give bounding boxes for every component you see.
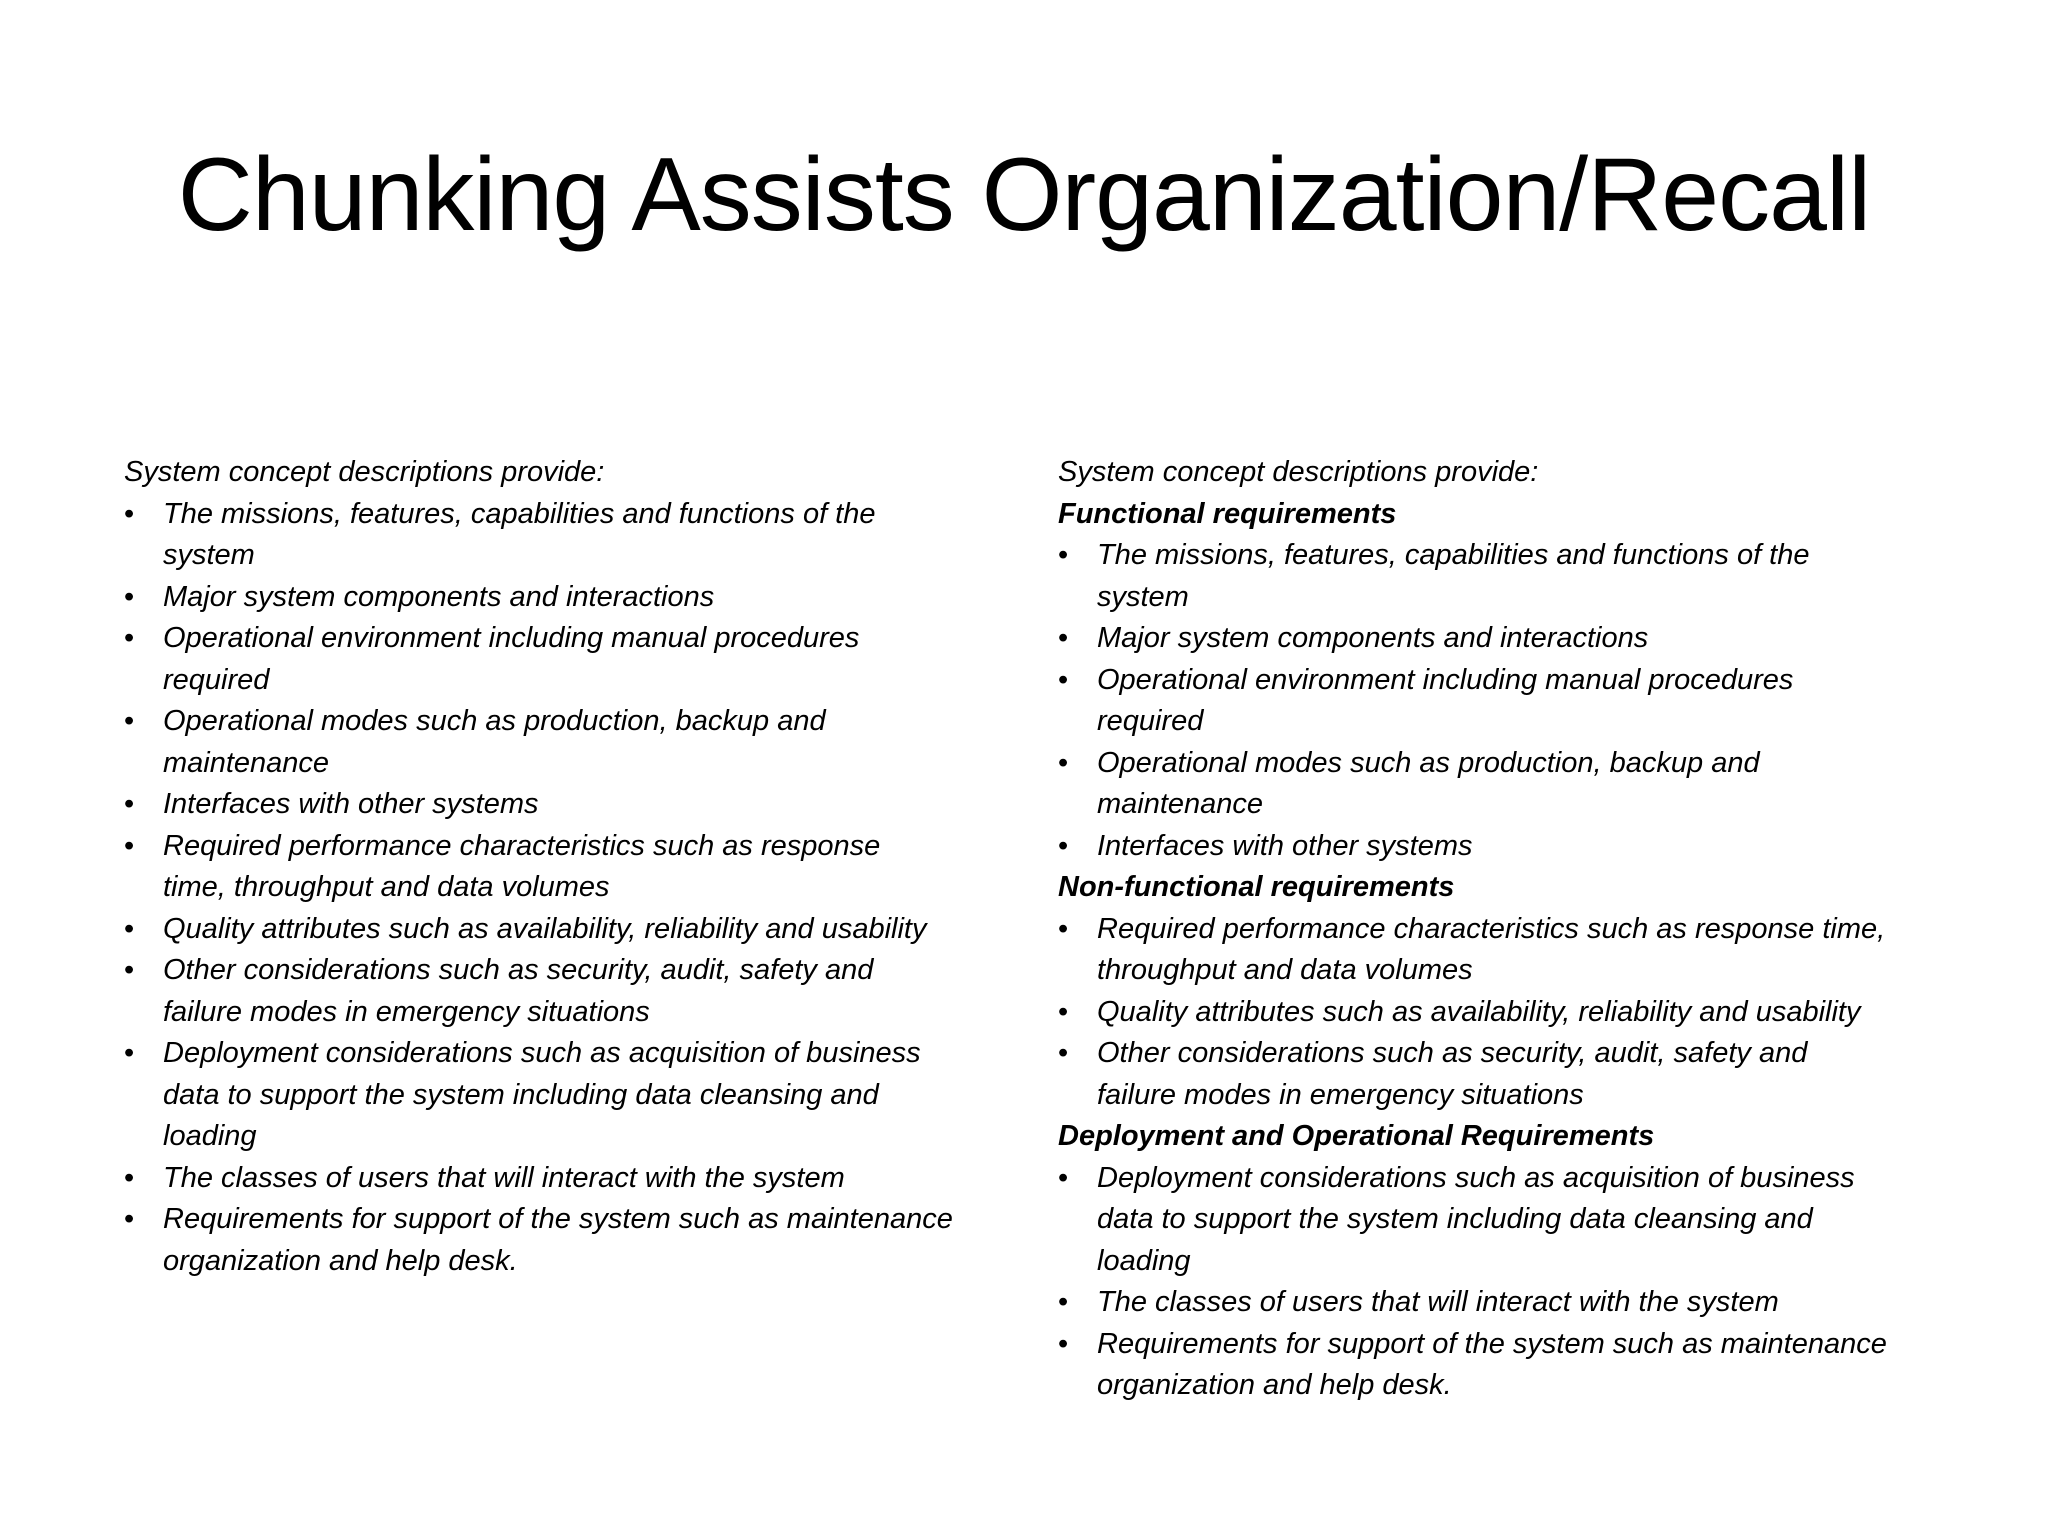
list-item-text: Other considerations such as security, audit, safety and [163,954,874,986]
list-item-text: organization and help desk. [1097,1369,1452,1401]
right-column [1058,452,1958,1407]
list-item-text: Interfaces with other systems [163,788,539,820]
slide-title: Chunking Assists Organization/Recall [177,137,1871,253]
list-item-text: maintenance [163,746,330,779]
list-item-text: failure modes in emergency situations [163,995,650,1028]
list-item [1058,992,1958,1034]
bullet-icon: • [1058,539,1069,571]
list-item-text: loading [163,1120,257,1152]
section-bullet-list [1058,535,1958,867]
section-heading: Functional requirements [1058,497,1397,530]
list-item [124,577,1024,619]
list-item-text: data to support the system including data cleansing and [1097,1203,1813,1235]
list-item-text: failure modes in emergency situations [1097,1078,1584,1111]
list-item-text: required [1097,705,1204,737]
list-item [124,1158,1024,1200]
list-item [124,909,1024,951]
list-item-text: throughput and data volumes [1097,954,1473,986]
bullet-icon: • [1058,829,1069,862]
list-item [124,826,1024,909]
list-item-text: Interfaces with other systems [1097,829,1473,862]
bullet-icon: • [124,1161,135,1194]
list-item-text: Requirements for support of the system such as maintenance [163,1203,953,1235]
bullet-icon: • [1058,1037,1069,1069]
list-item [1058,535,1958,618]
bullet-icon: • [1058,1161,1069,1194]
list-item [1058,618,1958,660]
list-item [124,494,1024,577]
bullet-icon: • [1058,622,1069,654]
section-bullet-list [1058,909,1958,1117]
right-sections [1058,494,1958,1407]
bullet-icon: • [124,1203,135,1235]
left-intro: System concept descriptions provide: [124,456,605,488]
list-item-text: Operational environment including manual procedures [1097,663,1794,696]
list-item-text: system [1097,580,1189,613]
list-item [124,950,1024,1033]
list-item [1058,909,1958,992]
bullet-icon: • [1058,1327,1069,1360]
list-item-text: Major system components and interactions [1097,622,1649,654]
bullet-icon: • [1058,912,1069,945]
list-item-text: data to support the system including data cleansing and [163,1078,879,1111]
list-item [1058,743,1958,826]
bullet-icon: • [124,705,135,737]
bullet-icon: • [1058,1286,1069,1318]
list-item-text: Deployment considerations such as acquisition of business [1097,1161,1855,1194]
list-item-text: Operational modes such as production, backup and [163,705,826,737]
section-bullet-list [1058,1158,1958,1407]
list-item [1058,1033,1958,1116]
list-item [124,784,1024,826]
list-item-text: Required performance characteristics such as response time, [1097,912,1886,945]
list-item-text: The classes of users that will interact with the system [163,1161,845,1194]
bullet-icon: • [124,622,135,654]
list-item-text: The classes of users that will interact with the system [1097,1286,1779,1318]
left-bullet-list [124,494,1024,1283]
list-item-text: organization and help desk. [163,1244,518,1277]
list-item-text: maintenance [1097,788,1264,820]
bullet-icon: • [124,497,135,530]
list-item-text: required [163,663,270,696]
list-item-text: system [163,539,255,571]
bullet-icon: • [124,580,135,613]
section-heading: Deployment and Operational Requirements [1058,1120,1655,1152]
bullet-icon: • [124,788,135,820]
list-item-text: Other considerations such as security, audit, safety and [1097,1037,1808,1069]
bullet-icon: • [1058,995,1069,1028]
bullet-icon: • [124,1037,135,1069]
list-item-text: Major system components and interactions [163,580,715,613]
list-item [124,1033,1024,1158]
list-item-text: Operational modes such as production, backup and [1097,746,1760,779]
bullet-icon: • [1058,663,1069,696]
list-item-text: Quality attributes such as availability, reliability and usability [1097,995,1861,1028]
right-intro: System concept descriptions provide: [1058,456,1539,488]
list-item [1058,1324,1958,1407]
list-item-text: Required performance characteristics such as response [163,829,881,862]
list-item [1058,1282,1958,1324]
section-heading: Non-functional requirements [1058,871,1455,903]
list-item [124,701,1024,784]
list-item [1058,660,1958,743]
bullet-icon: • [124,954,135,986]
list-item-text: Operational environment including manual procedures [163,622,860,654]
list-item-text: loading [1097,1244,1191,1277]
list-item [1058,826,1958,868]
list-item [124,1199,1024,1282]
list-item-text: The missions, features, capabilities and functions of the [1097,539,1810,571]
list-item-text: Quality attributes such as availability, reliability and usability [163,912,927,945]
list-item-text: time, throughput and data volumes [163,871,610,903]
bullet-icon: • [1058,746,1069,779]
bullet-icon: • [124,829,135,862]
list-item-text: Deployment considerations such as acquisition of business [163,1037,921,1069]
list-item-text: Requirements for support of the system such as maintenance [1097,1327,1887,1360]
list-item [1058,1158,1958,1283]
left-column [124,452,1024,1282]
bullet-icon: • [124,912,135,945]
list-item-text: The missions, features, capabilities and functions of the [163,497,876,530]
list-item [124,618,1024,701]
